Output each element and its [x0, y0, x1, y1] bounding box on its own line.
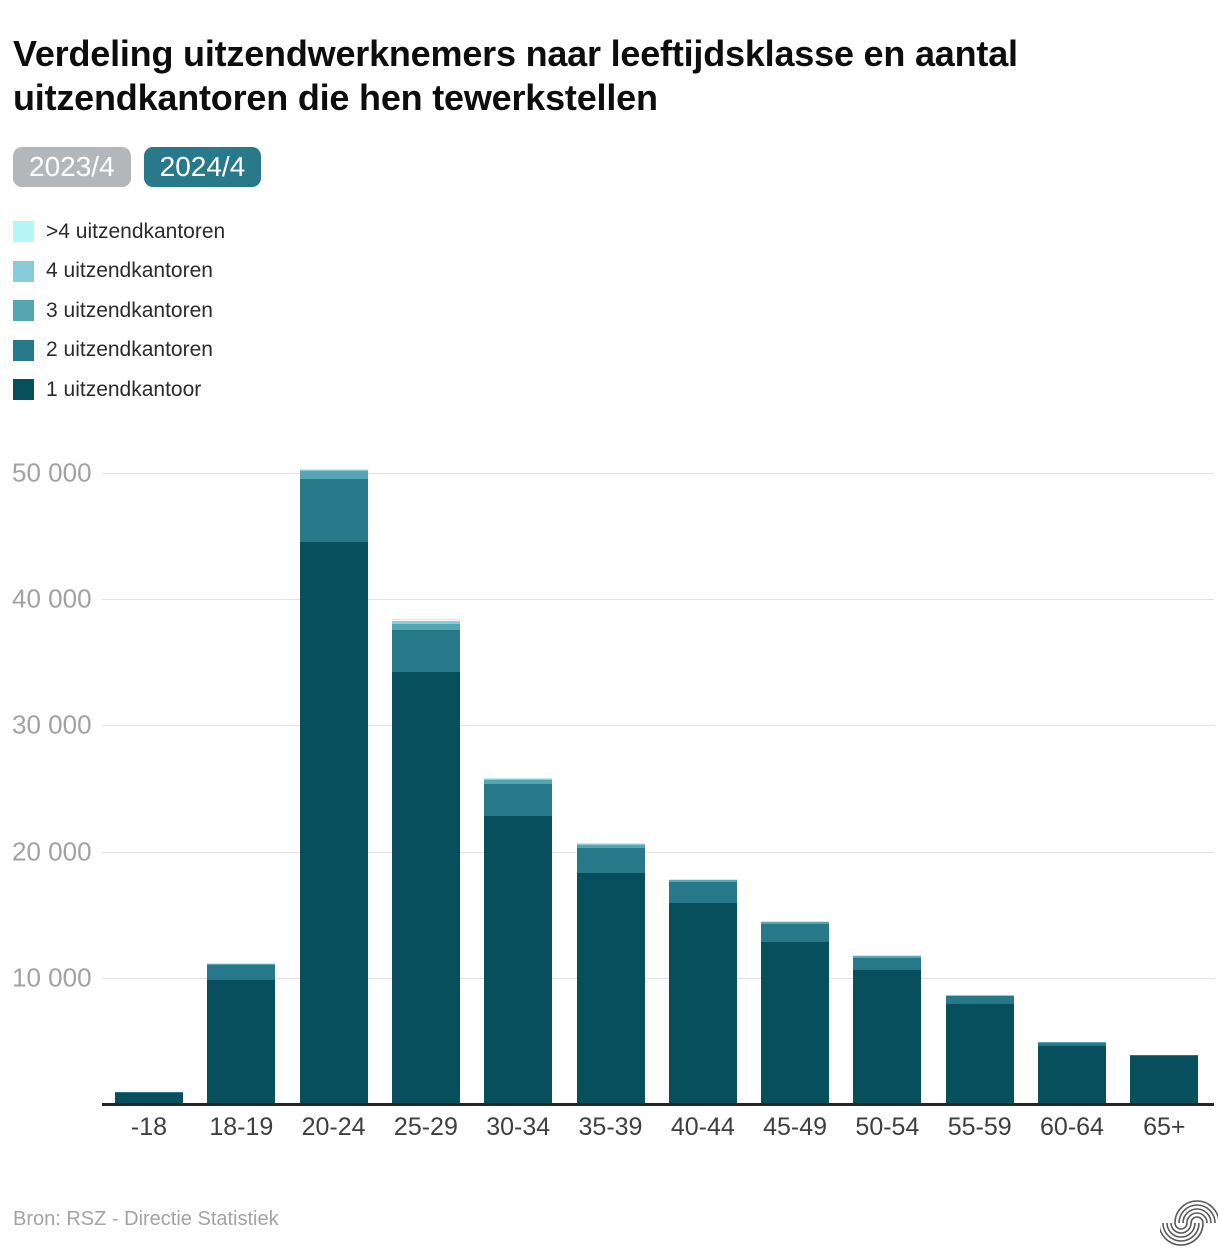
bar-segment[interactable] [207, 965, 275, 980]
y-axis-label: 10 000 [12, 962, 92, 993]
bar-segment[interactable] [207, 964, 275, 965]
y-axis-label: 40 000 [12, 583, 92, 614]
bar-segment[interactable] [300, 469, 368, 470]
x-axis-label: 40-44 [670, 1113, 735, 1141]
x-axis-label: -18 [130, 1113, 168, 1141]
bar-segment[interactable] [300, 470, 368, 471]
bar-segment[interactable] [484, 780, 552, 784]
bar-segment[interactable] [669, 879, 737, 881]
rsz-logo-icon [1160, 1192, 1218, 1254]
bar-segment[interactable] [392, 621, 460, 625]
bar-segment[interactable] [392, 624, 460, 630]
y-axis-label: 50 000 [12, 457, 92, 488]
bar-segment[interactable] [300, 542, 368, 1104]
gridline [102, 473, 1214, 474]
bar-segment[interactable] [300, 479, 368, 542]
bar-segment[interactable] [484, 779, 552, 780]
x-axis-line [102, 1103, 1214, 1106]
bar-segment[interactable] [761, 924, 829, 942]
bar-segment[interactable] [577, 848, 645, 873]
bar-segment[interactable] [853, 958, 921, 970]
bar-segment[interactable] [1130, 1056, 1198, 1104]
tab-2024-4[interactable]: 2024/4 [144, 147, 262, 187]
bar-segment[interactable] [392, 619, 460, 620]
legend-label: 2 uitzendkantoren [46, 338, 213, 361]
bar-segment[interactable] [761, 942, 829, 1104]
bar-segment[interactable] [853, 955, 921, 956]
bar-segment[interactable] [669, 882, 737, 903]
x-axis-label: 35-39 [578, 1113, 643, 1141]
bar-segment[interactable] [207, 963, 275, 964]
x-axis-label: 60-64 [1040, 1113, 1104, 1141]
legend-label: >4 uitzendkantoren [46, 219, 226, 243]
bar-segment[interactable] [761, 921, 829, 922]
bar-segment[interactable] [946, 996, 1014, 1004]
legend-label: 4 uitzendkantoren [46, 259, 213, 282]
bar-segment[interactable] [761, 922, 829, 924]
bar-segment[interactable] [1038, 1042, 1106, 1046]
x-axis-label: 20-24 [301, 1113, 366, 1141]
source-note: Bron: RSZ - Directie Statistiek [13, 1208, 279, 1230]
gridline [102, 725, 1214, 726]
bar-segment[interactable] [207, 963, 275, 964]
bar-segment[interactable] [1130, 1055, 1198, 1056]
bar-segment[interactable] [484, 778, 552, 779]
legend-label: 1 uitzendkantoor [46, 377, 202, 401]
bar-segment[interactable] [853, 970, 921, 1104]
tab-2023-4[interactable]: 2023/4 [13, 147, 131, 187]
x-axis-label: 18-19 [209, 1113, 274, 1141]
bar-segment[interactable] [300, 471, 368, 479]
page-title: Verdeling uitzendwerknemers naar leeftijdsklasse en aantal uitzendkantoren die hen tewerkstellen [13, 33, 1018, 119]
bar-segment[interactable] [577, 843, 645, 844]
x-axis-label: 55-59 [947, 1113, 1012, 1141]
bar-segment[interactable] [853, 955, 921, 958]
bar-segment[interactable] [484, 816, 552, 1104]
y-axis-label: 30 000 [12, 709, 92, 740]
x-axis-label: 65+ [1143, 1113, 1186, 1141]
bar-segment[interactable] [669, 903, 737, 1104]
legend-label: 3 uitzendkantoren [46, 298, 213, 322]
bar-segment[interactable] [1038, 1046, 1106, 1104]
bar-segment[interactable] [946, 995, 1014, 996]
x-axis-label: 25-29 [393, 1113, 458, 1141]
bar-segment[interactable] [484, 784, 552, 815]
x-axis-label: 30-34 [486, 1113, 551, 1141]
gridline [102, 852, 1214, 853]
y-axis-label: 20 000 [12, 836, 92, 867]
bar-segment[interactable] [577, 845, 645, 849]
gridline [102, 599, 1214, 600]
x-axis-label: 50-54 [855, 1113, 920, 1141]
bar-segment[interactable] [946, 1004, 1014, 1104]
bar-segment[interactable] [577, 873, 645, 1104]
bar-segment[interactable] [577, 843, 645, 844]
bar-segment[interactable] [207, 980, 275, 1104]
x-axis-label: 45-49 [763, 1113, 828, 1141]
bar-segment[interactable] [392, 672, 460, 1104]
bar-segment[interactable] [392, 630, 460, 672]
